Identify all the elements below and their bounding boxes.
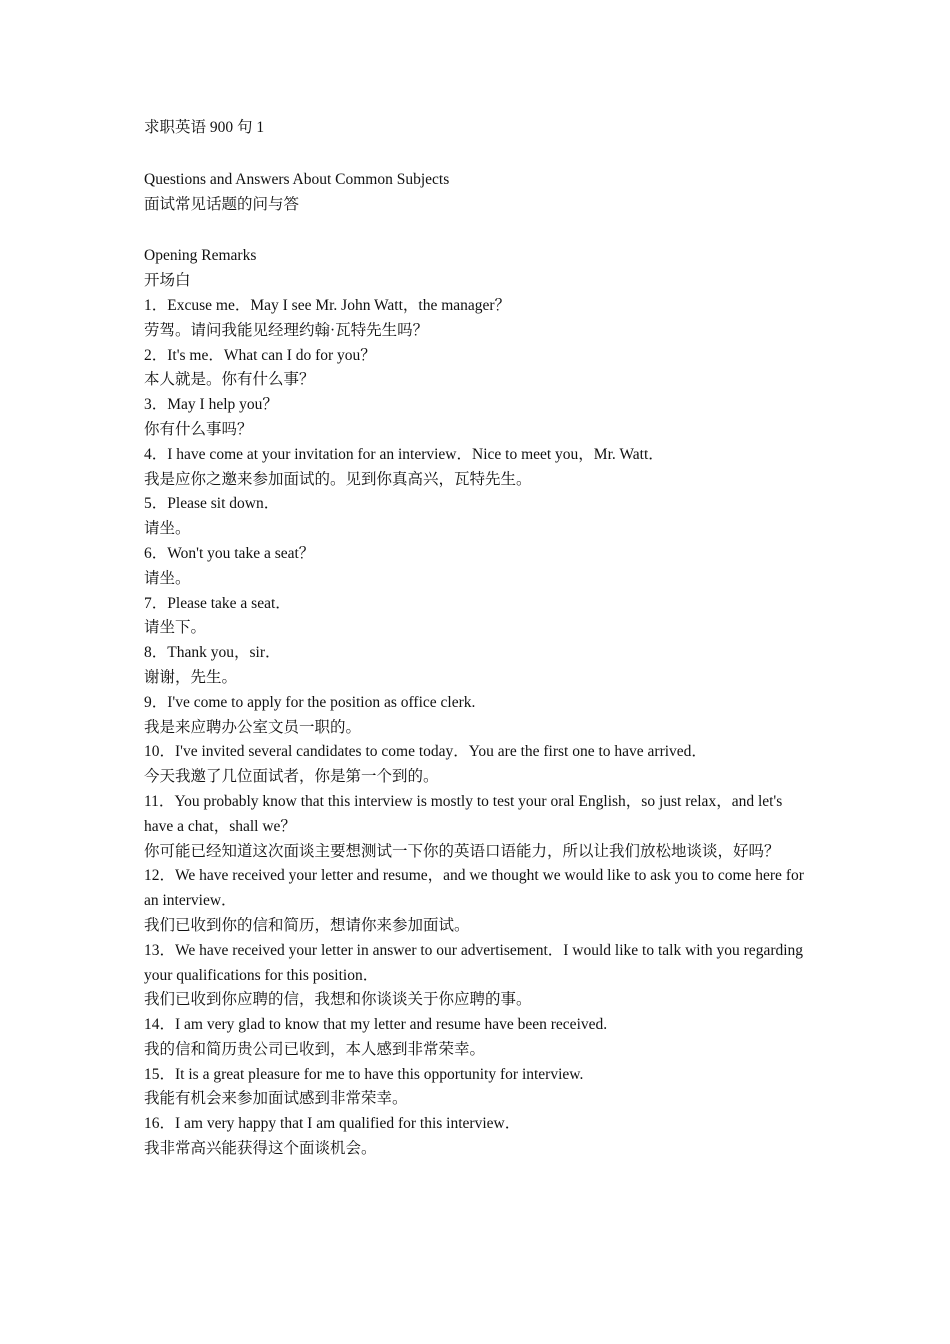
qa-chinese: 今天我邀了几位面试者，你是第一个到的。 [144, 768, 439, 786]
qa-number: 12． [144, 867, 176, 885]
qa-item [144, 393, 810, 443]
qa-number: 7． [144, 594, 168, 612]
qa-english-text: May I help you？ [167, 396, 278, 414]
qa-english-text: You probably know that this interview is mostly to test your oral English，so just relax，and let's have a chat，shall we？ [144, 792, 783, 835]
qa-english [144, 1112, 810, 1137]
qa-english [144, 1013, 810, 1038]
qa-english [144, 939, 810, 989]
qa-english [144, 393, 810, 418]
qa-english [144, 641, 810, 666]
section-heading-zh: 面试常见话题的问与答 [144, 195, 300, 213]
qa-number: 14． [144, 1016, 176, 1034]
qa-number: 15． [144, 1065, 176, 1083]
qa-english-text: I've come to apply for the position as office clerk. [167, 693, 476, 711]
qa-chinese: 劳驾。请问我能见经理约翰·瓦特先生吗？ [144, 321, 429, 339]
qa-english [144, 790, 810, 840]
qa-english [144, 1063, 810, 1088]
qa-chinese: 我们已收到你应聘的信，我想和你谈谈关于你应聘的事。 [144, 991, 532, 1009]
qa-english [144, 542, 810, 567]
qa-chinese: 我们已收到你的信和简历，想请你来参加面试。 [144, 916, 470, 934]
qa-item [144, 740, 810, 790]
qa-item [144, 1013, 810, 1063]
qa-number: 2． [144, 346, 168, 364]
qa-number: 3． [144, 396, 168, 414]
qa-english-text: I am very happy that I am qualified for this interview． [175, 1115, 521, 1133]
qa-number: 4． [144, 445, 168, 463]
qa-chinese: 请坐下。 [144, 619, 207, 637]
qa-english-text: Thank you，sir． [167, 644, 281, 662]
qa-number: 16． [144, 1115, 176, 1133]
qa-english-text: Excuse me．May I see Mr. John Watt，the manager？ [167, 296, 511, 314]
document-page [144, 116, 810, 1162]
qa-chinese: 我的信和简历贵公司已收到，本人感到非常荣幸。 [144, 1040, 486, 1058]
qa-english-text: We have received your letter and resume，and we thought we would like to ask you to come here for an interview． [144, 867, 804, 910]
qa-english [144, 864, 810, 914]
qa-chinese: 本人就是。你有什么事？ [144, 371, 315, 389]
qa-english-text: I have come at your invitation for an interview．Nice to meet you，Mr. Watt． [167, 445, 664, 463]
qa-item [144, 1063, 810, 1113]
qa-chinese: 请坐。 [144, 520, 191, 538]
qa-number: 1． [144, 296, 168, 314]
qa-english-text: Won't you take a seat？ [167, 544, 315, 562]
qa-chinese: 请坐。 [144, 569, 191, 587]
qa-english [144, 691, 810, 716]
qa-number: 6． [144, 544, 168, 562]
qa-english [144, 592, 810, 617]
qa-english [144, 294, 810, 319]
qa-number: 8． [144, 644, 168, 662]
qa-item [144, 592, 810, 642]
qa-item [144, 1112, 810, 1162]
qa-number: 11． [144, 792, 175, 810]
qa-chinese: 我非常高兴能获得这个面谈机会。 [144, 1140, 377, 1158]
qa-chinese: 你有什么事吗？ [144, 420, 253, 438]
qa-item [144, 864, 810, 938]
qa-english-text: It's me．What can I do for you？ [167, 346, 376, 364]
qa-english [144, 344, 810, 369]
qa-english [144, 443, 810, 468]
qa-item [144, 294, 810, 344]
qa-item [144, 344, 810, 394]
section-heading-en: Questions and Answers About Common Subjects [144, 170, 450, 188]
qa-item [144, 542, 810, 592]
qa-item [144, 939, 810, 1013]
qa-english-text: We have received your letter in answer to our advertisement．I would like to talk with you regarding your qualifications for this position． [144, 941, 804, 984]
qa-item [144, 641, 810, 691]
qa-number: 5． [144, 495, 168, 513]
qa-chinese: 我是应你之邀来参加面试的。见到你真高兴，瓦特先生。 [144, 470, 532, 488]
qa-english [144, 492, 810, 517]
subsection-heading-en: Opening Remarks [144, 247, 257, 265]
qa-number: 10． [144, 743, 176, 761]
qa-item [144, 790, 810, 864]
qa-chinese: 谢谢，先生。 [144, 668, 238, 686]
qa-item [144, 691, 810, 741]
qa-english-text: Please take a seat． [167, 594, 291, 612]
qa-number: 9． [144, 693, 168, 711]
qa-chinese: 我能有机会来参加面试感到非常荣幸。 [144, 1090, 408, 1108]
qa-english-text: I am very glad to know that my letter and resume have been received. [175, 1016, 608, 1034]
qa-english [144, 740, 810, 765]
qa-item [144, 492, 810, 542]
qa-chinese: 我是来应聘办公室文员一职的。 [144, 718, 362, 736]
qa-list [144, 294, 810, 1162]
qa-chinese: 你可能已经知道这次面谈主要想测试一下你的英语口语能力，所以让我们放松地谈谈，好吗？ [144, 842, 780, 860]
subsection-heading-zh: 开场白 [144, 272, 191, 290]
qa-number: 13． [144, 941, 176, 959]
qa-english-text: I've invited several candidates to come today．You are the first one to have arrived． [175, 743, 707, 761]
qa-english-text: It is a great pleasure for me to have this opportunity for interview. [175, 1065, 584, 1083]
document-title: 求职英语 900 句 1 [144, 119, 265, 136]
qa-english-text: Please sit down． [167, 495, 280, 513]
qa-item [144, 443, 810, 493]
